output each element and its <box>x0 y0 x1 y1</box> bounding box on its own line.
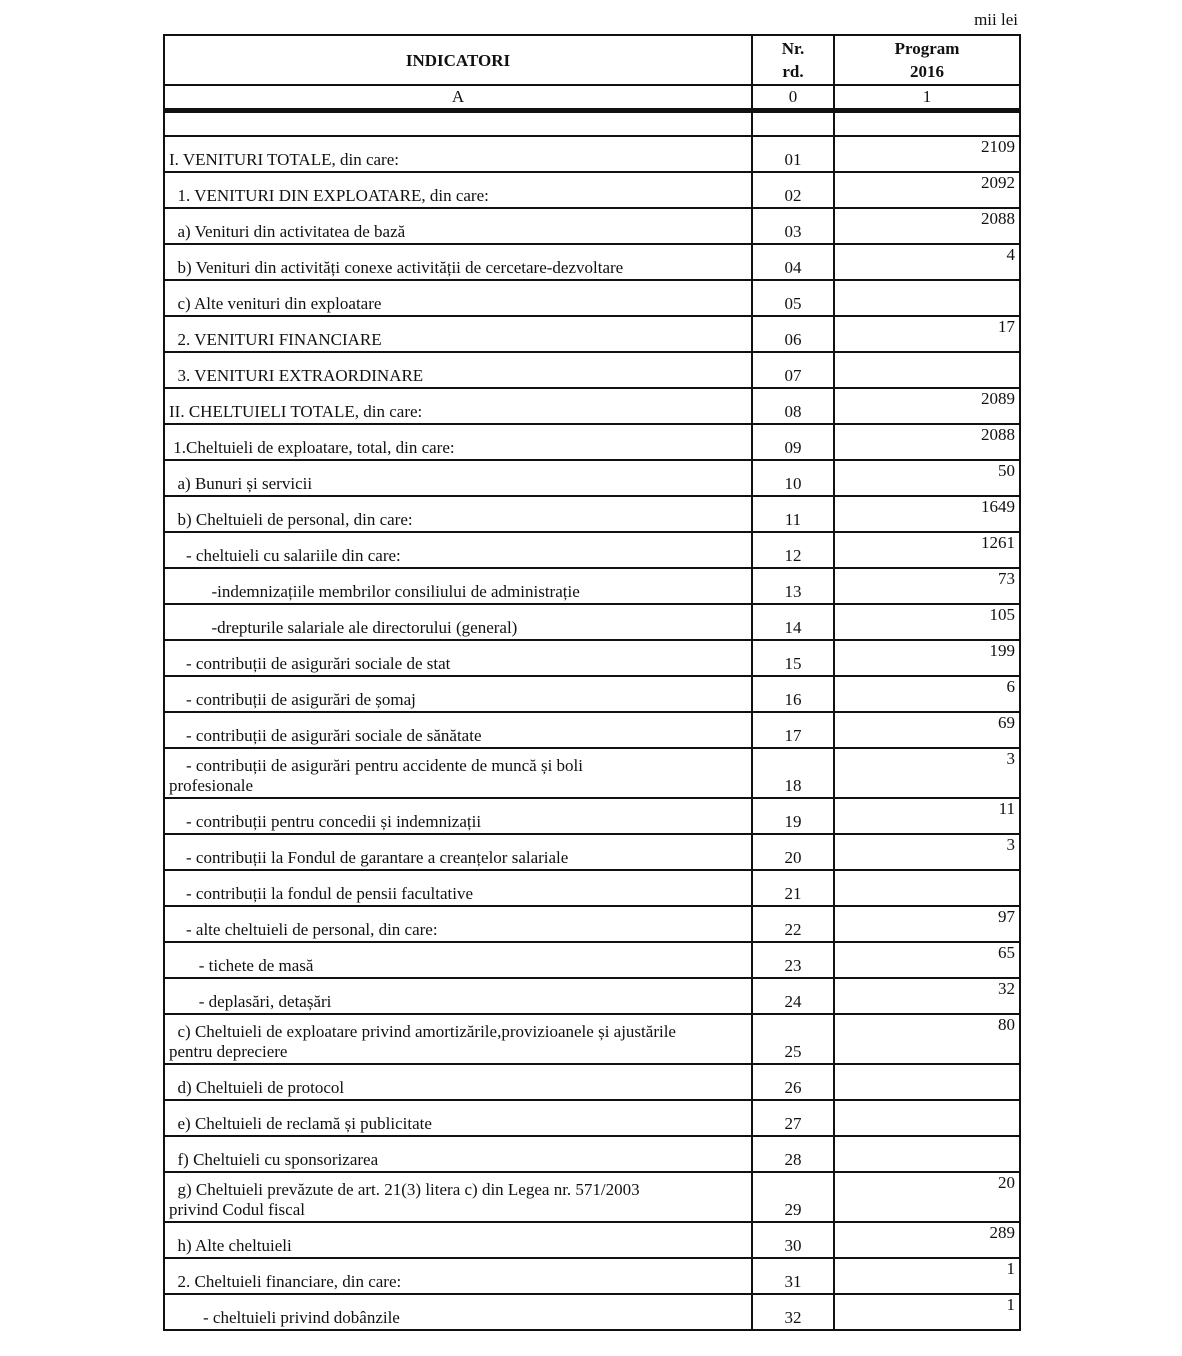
row-number: 21 <box>752 870 834 906</box>
header-nr-rd <box>752 35 834 85</box>
table-row <box>164 604 1020 640</box>
row-number: 04 <box>752 244 834 280</box>
table-row <box>164 424 1020 460</box>
spacer-cell <box>752 111 834 137</box>
row-number: 11 <box>752 496 834 532</box>
spacer-row <box>164 111 1020 137</box>
table-row <box>164 798 1020 834</box>
indicator-label: 2. VENITURI FINANCIARE <box>164 316 752 352</box>
program-value <box>834 1100 1020 1136</box>
program-value: 4 <box>834 244 1020 280</box>
program-value: 32 <box>834 978 1020 1014</box>
indicator-label: c) Cheltuieli de exploatare privind amortizările,provizioanele și ajustările pentru depreciere <box>164 1014 752 1064</box>
unit-label: mii lei <box>974 10 1018 29</box>
program-value: 65 <box>834 942 1020 978</box>
column-index-a: A <box>164 85 752 111</box>
indicator-label: I. VENITURI TOTALE, din care: <box>164 136 752 172</box>
indicator-label: b) Cheltuieli de personal, din care: <box>164 496 752 532</box>
table-row <box>164 316 1020 352</box>
indicator-label: - tichete de masă <box>164 942 752 978</box>
column-index-1: 1 <box>834 85 1020 111</box>
indicator-label: d) Cheltuieli de protocol <box>164 1064 752 1100</box>
header-program-line1: Program <box>894 39 960 58</box>
indicator-label: b) Venituri din activități conexe activității de cercetare-dezvoltare <box>164 244 752 280</box>
row-number: 30 <box>752 1222 834 1258</box>
table-row <box>164 280 1020 316</box>
row-number: 27 <box>752 1100 834 1136</box>
row-number: 26 <box>752 1064 834 1100</box>
row-number: 16 <box>752 676 834 712</box>
header-row <box>164 35 1020 85</box>
indicator-label: - contribuții pentru concedii și indemnizații <box>164 798 752 834</box>
row-number: 03 <box>752 208 834 244</box>
header-program-line2: 2016 <box>910 62 944 81</box>
program-value: 97 <box>834 906 1020 942</box>
table-row <box>164 906 1020 942</box>
program-value: 2088 <box>834 424 1020 460</box>
indicator-label: 3. VENITURI EXTRAORDINARE <box>164 352 752 388</box>
indicator-label: - contribuții de asigurări sociale de stat <box>164 640 752 676</box>
program-value: 199 <box>834 640 1020 676</box>
indicator-label: - contribuții de asigurări pentru accidente de muncă și boli profesionale <box>164 748 752 798</box>
row-number: 09 <box>752 424 834 460</box>
program-value: 2088 <box>834 208 1020 244</box>
table-row <box>164 1014 1020 1064</box>
table-row <box>164 172 1020 208</box>
row-number: 22 <box>752 906 834 942</box>
row-number: 12 <box>752 532 834 568</box>
program-value: 1 <box>834 1294 1020 1330</box>
table-body <box>164 111 1020 1331</box>
indicator-label: -drepturile salariale ale directorului (general) <box>164 604 752 640</box>
program-value: 2092 <box>834 172 1020 208</box>
row-number: 14 <box>752 604 834 640</box>
program-value: 6 <box>834 676 1020 712</box>
table-row <box>164 712 1020 748</box>
program-value: 17 <box>834 316 1020 352</box>
row-number: 17 <box>752 712 834 748</box>
indicator-label: - contribuții la fondul de pensii facultative <box>164 870 752 906</box>
indicator-label: II. CHELTUIELI TOTALE, din care: <box>164 388 752 424</box>
program-value: 50 <box>834 460 1020 496</box>
indicator-label: g) Cheltuieli prevăzute de art. 21(3) litera c) din Legea nr. 571/2003 privind Codul fiscal <box>164 1172 752 1222</box>
table-row <box>164 496 1020 532</box>
program-value: 1 <box>834 1258 1020 1294</box>
table-row <box>164 1064 1020 1100</box>
program-value <box>834 1136 1020 1172</box>
row-number: 28 <box>752 1136 834 1172</box>
program-value: 289 <box>834 1222 1020 1258</box>
table-row <box>164 136 1020 172</box>
program-value: 3 <box>834 834 1020 870</box>
row-number: 02 <box>752 172 834 208</box>
table-row <box>164 1100 1020 1136</box>
header-program <box>834 35 1020 85</box>
program-value: 73 <box>834 568 1020 604</box>
table-row <box>164 676 1020 712</box>
row-number: 25 <box>752 1014 834 1064</box>
program-value: 3 <box>834 748 1020 798</box>
table-row <box>164 532 1020 568</box>
indicator-label: 2. Cheltuieli financiare, din care: <box>164 1258 752 1294</box>
indicator-label: - deplasări, detașări <box>164 978 752 1014</box>
program-value: 69 <box>834 712 1020 748</box>
table-row <box>164 870 1020 906</box>
table-row <box>164 1258 1020 1294</box>
program-value <box>834 352 1020 388</box>
indicator-label: -indemnizațiile membrilor consiliului de administrație <box>164 568 752 604</box>
program-value: 2109 <box>834 136 1020 172</box>
table-row <box>164 640 1020 676</box>
row-number: 13 <box>752 568 834 604</box>
row-number: 23 <box>752 942 834 978</box>
table-row <box>164 1172 1020 1222</box>
program-value <box>834 870 1020 906</box>
table-row <box>164 748 1020 798</box>
table-row <box>164 460 1020 496</box>
table-row <box>164 1222 1020 1258</box>
spacer-cell <box>834 111 1020 137</box>
program-value: 11 <box>834 798 1020 834</box>
program-value: 20 <box>834 1172 1020 1222</box>
indicator-label: e) Cheltuieli de reclamă și publicitate <box>164 1100 752 1136</box>
indicator-label: a) Bunuri și servicii <box>164 460 752 496</box>
column-index-row <box>164 85 1020 111</box>
indicator-label: h) Alte cheltuieli <box>164 1222 752 1258</box>
program-value: 2089 <box>834 388 1020 424</box>
program-value: 80 <box>834 1014 1020 1064</box>
table-row <box>164 942 1020 978</box>
program-value: 1649 <box>834 496 1020 532</box>
indicator-label: c) Alte venituri din exploatare <box>164 280 752 316</box>
program-value <box>834 280 1020 316</box>
row-number: 05 <box>752 280 834 316</box>
table-row <box>164 568 1020 604</box>
table-row <box>164 208 1020 244</box>
table-row <box>164 352 1020 388</box>
program-value: 1261 <box>834 532 1020 568</box>
row-number: 08 <box>752 388 834 424</box>
row-number: 01 <box>752 136 834 172</box>
row-number: 07 <box>752 352 834 388</box>
header-nr-line1: Nr. <box>781 39 805 58</box>
table-row <box>164 244 1020 280</box>
indicator-label: - cheltuieli cu salariile din care: <box>164 532 752 568</box>
table-row <box>164 978 1020 1014</box>
row-number: 24 <box>752 978 834 1014</box>
indicator-label: - alte cheltuieli de personal, din care: <box>164 906 752 942</box>
row-number: 20 <box>752 834 834 870</box>
header-indicatori: INDICATORI <box>164 35 752 85</box>
row-number: 15 <box>752 640 834 676</box>
program-value <box>834 1064 1020 1100</box>
budget-table <box>163 34 1021 1331</box>
table-row <box>164 1294 1020 1330</box>
indicator-label: 1.Cheltuieli de exploatare, total, din care: <box>164 424 752 460</box>
row-number: 18 <box>752 748 834 798</box>
header-nr-line2: rd. <box>782 62 804 81</box>
program-value: 105 <box>834 604 1020 640</box>
row-number: 19 <box>752 798 834 834</box>
table-row <box>164 388 1020 424</box>
row-number: 10 <box>752 460 834 496</box>
indicator-label: - contribuții de asigurări de șomaj <box>164 676 752 712</box>
indicator-label: - cheltuieli privind dobânzile <box>164 1294 752 1330</box>
indicator-label: - contribuții la Fondul de garantare a creanțelor salariale <box>164 834 752 870</box>
row-number: 29 <box>752 1172 834 1222</box>
indicator-label: a) Venituri din activitatea de bază <box>164 208 752 244</box>
row-number: 06 <box>752 316 834 352</box>
indicator-label: 1. VENITURI DIN EXPLOATARE, din care: <box>164 172 752 208</box>
row-number: 32 <box>752 1294 834 1330</box>
table-row <box>164 1136 1020 1172</box>
row-number: 31 <box>752 1258 834 1294</box>
column-index-0: 0 <box>752 85 834 111</box>
spacer-cell <box>164 111 752 137</box>
table-row <box>164 834 1020 870</box>
indicator-label: - contribuții de asigurări sociale de sănătate <box>164 712 752 748</box>
indicator-label: f) Cheltuieli cu sponsorizarea <box>164 1136 752 1172</box>
